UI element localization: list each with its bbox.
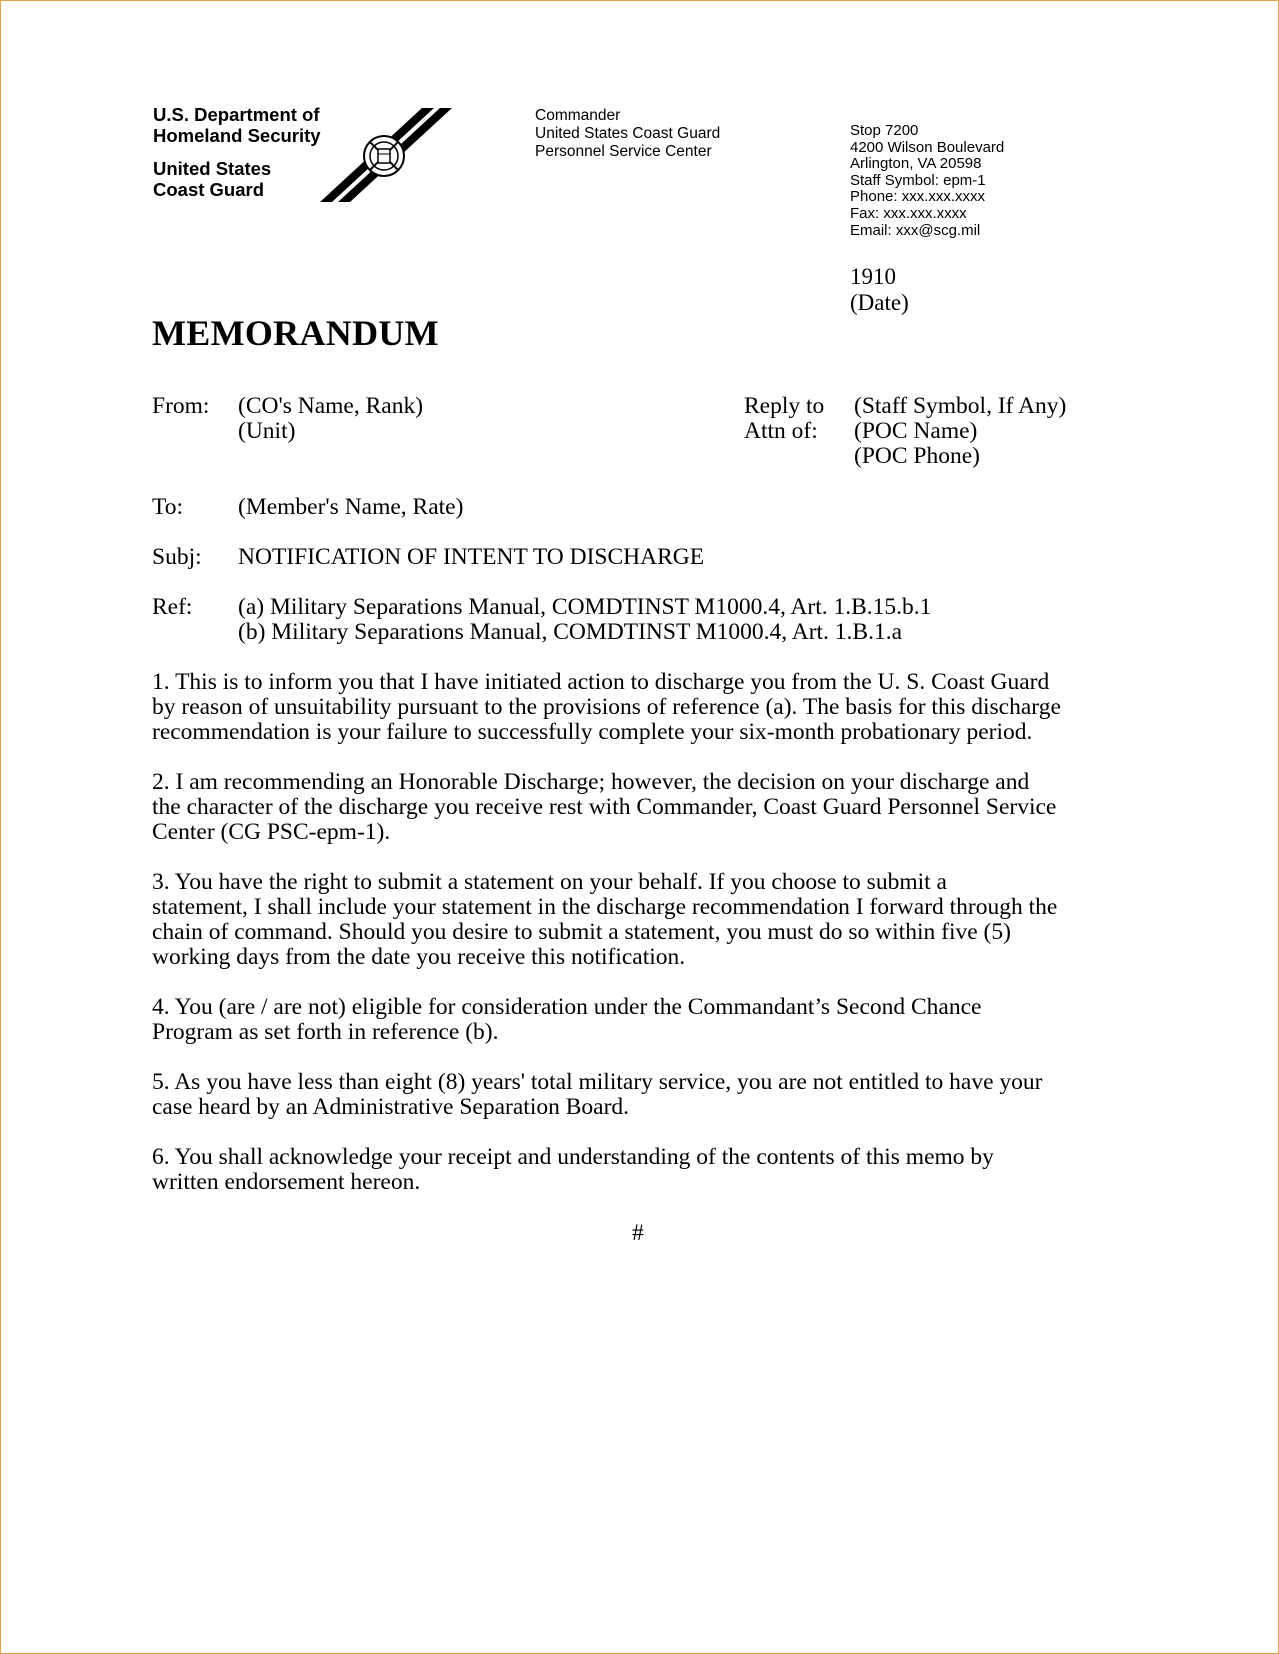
dept-line-1: U.S. Department of — [153, 104, 320, 125]
paragraph-2 — [152, 770, 1132, 845]
coast-guard-seal-icon — [318, 106, 454, 202]
paragraph-line: the character of the discharge you receive rest with Commander, Coast Guard Personnel Service — [152, 794, 1057, 820]
commander-block — [535, 107, 720, 161]
memo-title: MEMORANDUM — [152, 313, 439, 353]
address-line: Staff Symbol: epm-1 — [850, 171, 986, 189]
paragraph-line: working days from the date you receive this notification. — [152, 944, 686, 970]
paragraph-line: 5. As you have less than eight (8) years' total military service, you are not entitled to have your — [152, 1069, 1043, 1095]
reference-item: (a) Military Separations Manual, COMDTINST M1000.4, Art. 1.B.15.b.1 — [238, 594, 932, 620]
address-line: Email: xxx@scg.mil — [850, 221, 981, 239]
reference-item: (b) Military Separations Manual, COMDTINST M1000.4, Art. 1.B.1.a — [238, 619, 903, 645]
paragraph-line: written endorsement hereon. — [152, 1169, 421, 1195]
paragraph-line: statement, I shall include your statement in the discharge recommendation I forward through the — [152, 894, 1058, 920]
cg-line-2: Coast Guard — [153, 179, 265, 200]
end-mark: # — [632, 1220, 644, 1246]
paragraph-line: by reason of unsuitability pursuant to the provisions of reference (a). The basis for this discharge — [152, 694, 1061, 720]
commander-line: United States Coast Guard — [535, 125, 721, 142]
paragraph-line: chain of command. Should you desire to submit a statement, you must do so within five (5) — [152, 919, 1011, 945]
address-line: Arlington, VA 20598 — [850, 155, 982, 173]
address-line: Stop 7200 — [850, 122, 919, 139]
paragraph-line: recommendation is your failure to successfully complete your six-month probationary period. — [152, 719, 1033, 745]
address-block — [850, 123, 1004, 239]
reply-line: (POC Name) — [854, 418, 978, 444]
reply-line: (POC Phone) — [854, 443, 980, 469]
ssic-code: 1910 — [850, 264, 896, 289]
from-line: (CO's Name, Rank) — [238, 393, 424, 419]
commander-line: Personnel Service Center — [535, 143, 712, 160]
paragraph-4 — [152, 995, 1132, 1045]
subject-value: NOTIFICATION OF INTENT TO DISCHARGE — [238, 544, 705, 570]
dept-line-2: Homeland Security — [153, 125, 321, 146]
address-line: Fax: xxx.xxx.xxxx — [850, 204, 967, 222]
agency-name — [153, 104, 321, 200]
subject-label: Subj: — [152, 544, 202, 570]
to-label: To: — [152, 494, 183, 520]
address-line: 4200 Wilson Boulevard — [850, 138, 1005, 156]
reply-label: Reply to — [744, 393, 825, 419]
paragraph-line: 1. This is to inform you that I have initiated action to discharge you from the U. S. Coast Guard — [152, 669, 1050, 695]
from-value — [238, 394, 423, 444]
paragraph-line: 6. You shall acknowledge your receipt and understanding of the contents of this memo by — [152, 1144, 994, 1170]
paragraph-line: 3. You have the right to submit a statement on your behalf. If you choose to submit a — [152, 869, 947, 895]
paragraph-5 — [152, 1070, 1132, 1120]
paragraph-line: 4. You (are / are not) eligible for consideration under the Commandant’s Second Chance — [152, 994, 982, 1020]
reference-label: Ref: — [152, 594, 193, 620]
paragraph-line: 2. I am recommending an Honorable Discharge; however, the decision on your discharge and — [152, 769, 1030, 795]
ssic-date-block — [850, 264, 909, 316]
paragraph-1 — [152, 670, 1132, 745]
paragraph-line: Program as set forth in reference (b). — [152, 1019, 499, 1045]
from-line: (Unit) — [238, 418, 296, 444]
paragraph-3 — [152, 870, 1132, 970]
paragraph-line: Center (CG PSC-epm-1). — [152, 819, 391, 845]
from-label: From: — [152, 393, 210, 419]
reply-line: (Staff Symbol, If Any) — [854, 393, 1067, 419]
reply-values — [854, 394, 1066, 469]
reply-labels — [744, 394, 824, 444]
to-value: (Member's Name, Rate) — [238, 494, 464, 520]
commander-line: Commander — [535, 107, 621, 124]
paragraph-6 — [152, 1145, 1132, 1195]
reply-label: Attn of: — [744, 418, 818, 444]
cg-line-1: United States — [153, 158, 272, 179]
address-line: Phone: xxx.xxx.xxxx — [850, 188, 986, 206]
reference-list — [238, 595, 931, 645]
memo-date: (Date) — [850, 290, 909, 315]
paragraph-line: case heard by an Administrative Separation Board. — [152, 1094, 630, 1120]
